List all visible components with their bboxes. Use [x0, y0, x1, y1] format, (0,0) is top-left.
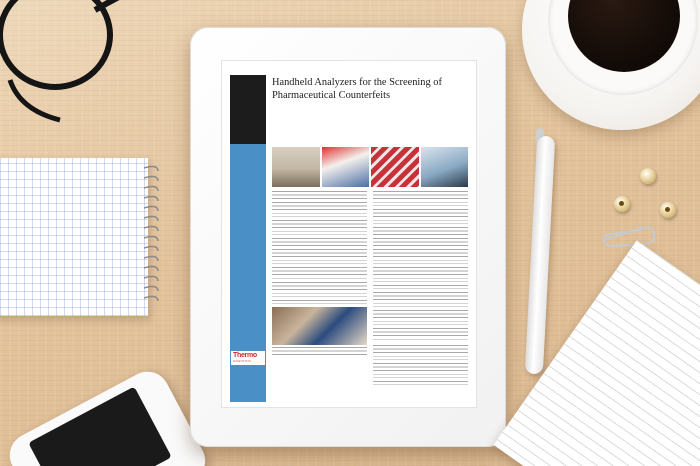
paper-clip [598, 222, 658, 252]
photo-analyzer [421, 147, 469, 187]
header-band [230, 75, 266, 144]
article-column-right [373, 191, 468, 401]
text-block [373, 191, 468, 235]
white-pen [525, 136, 555, 375]
text-block [373, 292, 468, 342]
article-columns [272, 191, 468, 401]
document-title: Handheld Analyzers for the Screening of Pharmaceutical Counterfeits [272, 77, 442, 101]
text-block [373, 249, 468, 289]
photo-strip [272, 147, 468, 187]
photo-caption [272, 347, 367, 355]
push-pin [640, 168, 656, 184]
text-heading [272, 191, 367, 199]
text-block [272, 249, 367, 279]
grid-notepad [0, 158, 148, 316]
text-block [272, 282, 367, 304]
thermo-logo: Thermo SCIENTIFIC [231, 351, 265, 365]
article-column-left [272, 191, 367, 401]
photo-capsules [371, 147, 419, 187]
text-heading [373, 238, 468, 246]
eyeglasses [0, 0, 190, 130]
inset-photo [272, 307, 367, 345]
push-pin [660, 202, 676, 218]
lined-notepad [493, 240, 700, 466]
notepad-spiral [140, 162, 162, 312]
text-block [272, 202, 367, 246]
tablet-screen [222, 61, 476, 407]
push-pin [614, 196, 630, 212]
photo-medicine-box [322, 147, 370, 187]
text-block [373, 345, 468, 385]
photo-pill-boxes [272, 147, 320, 187]
